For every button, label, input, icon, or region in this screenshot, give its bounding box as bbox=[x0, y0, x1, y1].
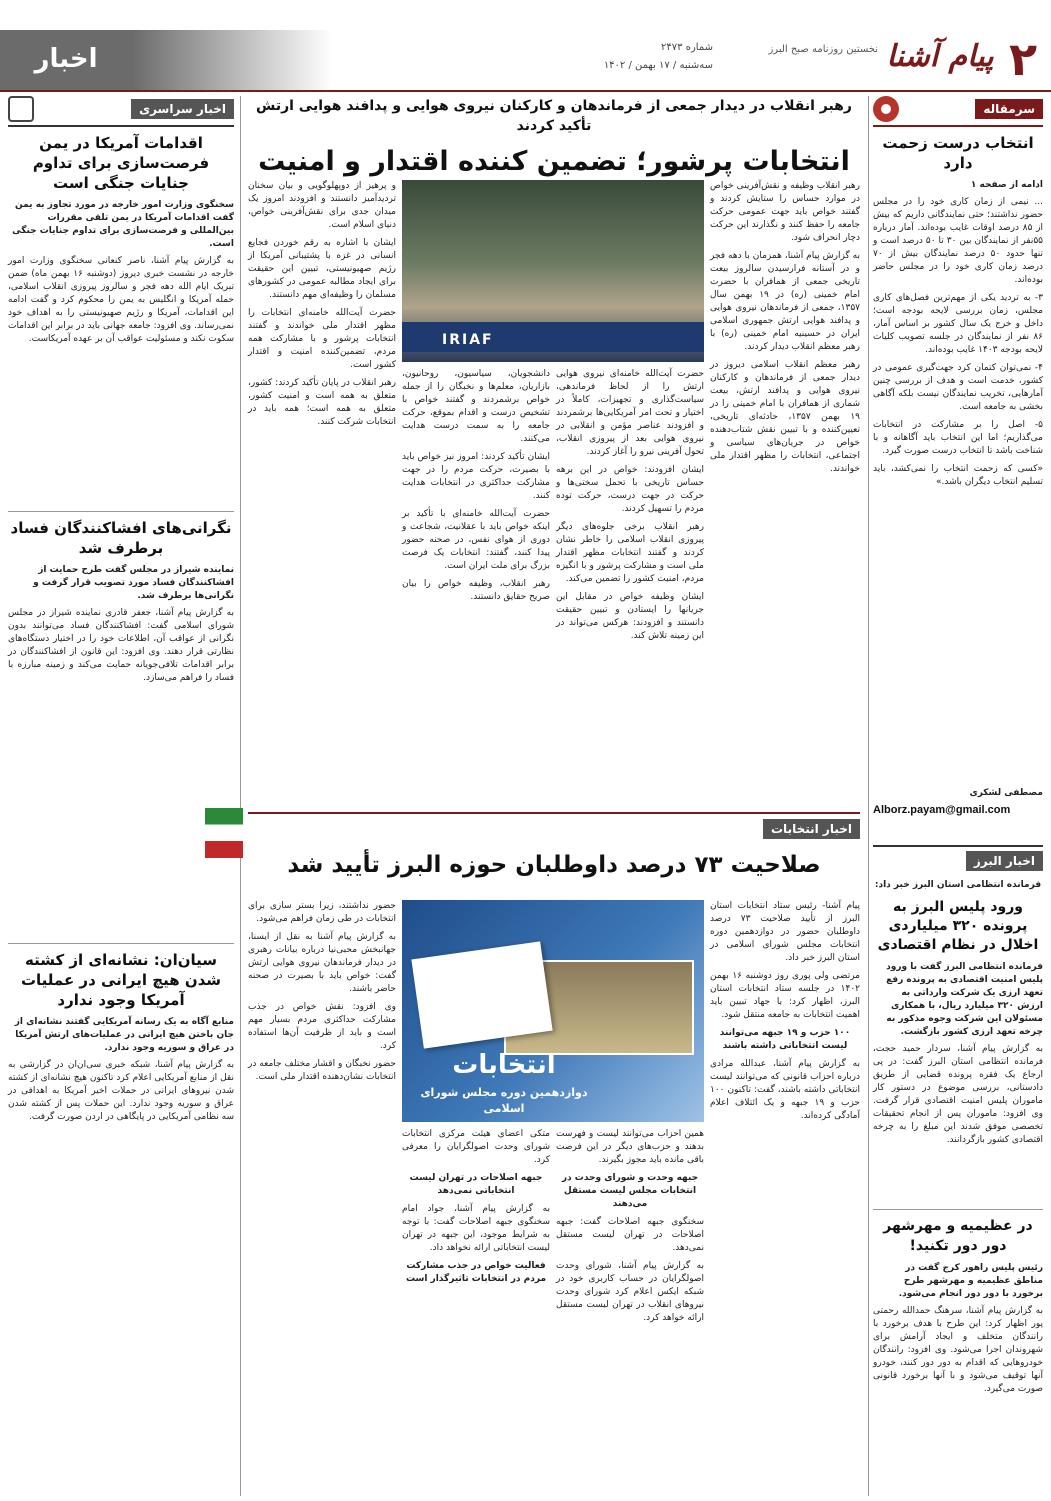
tagline: نخستین روزنامه صبح البرز bbox=[768, 44, 878, 55]
main-story-col-1 bbox=[710, 180, 860, 800]
page-number: ۲ bbox=[1008, 32, 1038, 86]
main-paragraph: رهبر انقلاب برخی جلوه‌های دیگر پیروزی انقلاب اسلامی را خاطر نشان کردند و گفتند انتخابات مظهر اقتدار ملی است و مشارکت پرشور و با انگیزه مردم، امنیت کشور را تضمین می‌کند. bbox=[556, 522, 704, 584]
main-paragraph: و پرهیز از دوپهلوگویی و بیان سخنان تردیدآمیز دانستند و افزودند امروز یک میدان جدی برای نقش‌آفرینی خواص، دنیای اسلام است. bbox=[248, 181, 396, 230]
main-paragraph: ایشان با اشاره به رقم خوردن فجایع انسانی در غزه با پشتیبانی آمریکا از رژیم صهیونیستی، تبیین این حقیقت برای ایجاد مطالبه عمومی در کشورهای مسلمان را وظیفه‌ای مهم دانستند. bbox=[248, 238, 396, 300]
editorial-column bbox=[873, 96, 1043, 816]
section-title: اخبار bbox=[0, 30, 132, 90]
ballot-box-image bbox=[411, 941, 552, 1048]
election-paragraph: متکی اعضای هیئت مرکزی انتخابات شورای وحدت اصولگرایان را معرفی کرد. bbox=[402, 1129, 550, 1165]
story-divider bbox=[8, 943, 234, 944]
election-paragraph: به گزارش پیام آشنا به نقل از ایسنا، جهانبخش محبی‌نیا درباره بیانات رهبری در دیدار فرماندهان نیروی هوایی ارتش گفت: خواص باید با بصیرت در صحنه حاضر باشند. bbox=[248, 932, 396, 994]
news-story-2-title: نگرانی‌های افشاکنندگان فساد برطرف شد bbox=[10, 519, 232, 557]
main-story-header bbox=[248, 96, 860, 176]
election-col-1 bbox=[710, 900, 860, 1490]
news-column bbox=[8, 96, 234, 1491]
election-paragraph: مرتضی ولی پوری روز دوشنبه ۱۶ بهمن ۱۴۰۲ در جلسه ستاد انتخابات استان البرز، اظهار کرد: با جهاد تبیین باید اهمیت انتخابات به جامعه منتقل شود. bbox=[710, 971, 860, 1020]
election-paragraph: به گزارش پیام آشنا، عبدالله مرادی درباره احزاب قانونی که می‌توانند لیست انتخاباتی داشته باشند، گفت: تاکنون ۱۰۰ حزب و ۱۹ جبهه و یک ائتلاف اعلام آمادگی کرده‌اند. bbox=[710, 1059, 861, 1121]
election-paragraph: پیام آشنا- رئیس ستاد انتخابات استان البرز از تأیید صلاحیت ۷۳ درصد داوطلبان حضور در دوازدهمین دوره انتخابات مجلس شورای اسلامی در استان البرز خبر داد. bbox=[710, 901, 860, 963]
main-paragraph: ایشان تأکید کردند: امروز نیز خواص باید با بصیرت، حرکت مردم را در جهت مشارکت حداکثری در انتخابات هدایت کنند. bbox=[402, 452, 550, 501]
main-paragraph: دانشجویان، سیاسیون، روحانیون، بازاریان، معلم‌ها و نخبگان را از جمله خواص برشمردند و گفتند خواص با تشخیص درست و اقدام بموقع، حرکت جامعه را به سمت درست هدایت می‌کنند. bbox=[402, 369, 550, 444]
news-story-2-lead: نماینده شیراز در مجلس گفت طرح حمایت از افشاکنندگان فساد مورد تصویب قرار گرفت و نگرانی‌ها برطرف شد. bbox=[33, 565, 234, 601]
editorial-label: سرمقاله bbox=[975, 99, 1043, 119]
editorial-title: انتخاب درست زحمت دارد bbox=[882, 134, 1034, 172]
main-paragraph: ایشان افزودند: خواص در این برهه حساس تاریخی با تحمل سختی‌ها و حرکت در جهت درست، حرکت توده مردم را تسهیل کردند. bbox=[556, 465, 704, 514]
eye-icon bbox=[873, 96, 899, 122]
column-divider bbox=[240, 96, 241, 1496]
main-story-col-2 bbox=[556, 368, 704, 800]
news-story-3-title: سیان‌ان: نشانه‌ای از کشته شدن هیچ ایرانی در عملیات آمریکا وجود ندارد bbox=[20, 951, 222, 1009]
editorial-paragraph: ۵- اصل را بر مشارکت در انتخابات می‌گذاریم؛ اما این انتخاب باید آگاهانه و با شناخت باشد تا انتخاب درست صورت گیرد. bbox=[873, 420, 1043, 456]
iran-flag-decoration bbox=[205, 808, 243, 858]
election-photo-subtitle: دوازدهمین دوره مجلس شورای اسلامی bbox=[420, 1086, 588, 1115]
news-story-2-body: به گزارش پیام آشنا، جعفر قادری نماینده شیراز در مجلس شورای اسلامی گفت: افشاکنندگان فساد می‌توانند بدون نگرانی از عواقب آن، اطلاعات خود را در اختیار دستگاه‌های نظارتی قرار دهند. وی افزود: این قانون از افشاکنندگان در برابر اقدامات تلافی‌جویانه حمایت می‌کند و زمینه مبارزه با فساد را فراهم می‌سازد. bbox=[8, 608, 234, 683]
alborz-story-2-title: در عظیمیه و مهرشهر دور دور تکنید! bbox=[883, 1218, 1033, 1254]
election-header bbox=[248, 818, 860, 898]
alborz-story-1-kicker: فرمانده انتظامی استان البرز خبر داد: bbox=[874, 880, 1042, 890]
election-paragraph: به گزارش پیام آشنا، شورای وحدت اصولگرایان در حساب کاربری خود در شبکه ایکس اعلام کرد شورای وحدت نیروهای انقلاب در تهران لیست مستقل ارائه خواهد کرد. bbox=[556, 1261, 704, 1323]
main-story-col-3 bbox=[402, 368, 550, 800]
alborz-story-2-body: به گزارش پیام آشنا، سرهنگ حمدالله رحمتی پور اظهار کرد: این طرح با هدف برخورد با رانندگان متخلف و ایجاد آرامش برای شهروندان اجرا می‌شود. وی افزود: رانندگان خودروهایی که اقدام به دور دور کنند، خودرو آنها توقیف می‌شود و با آنها برخورد قانونی صورت می‌گیرد. bbox=[873, 1306, 1043, 1394]
alborz-news-label: اخبار البرز bbox=[966, 851, 1043, 871]
election-label: اخبار انتخابات bbox=[763, 819, 860, 839]
alborz-news-column bbox=[873, 845, 1043, 1490]
notepad-icon bbox=[8, 96, 34, 122]
election-col-4 bbox=[248, 900, 396, 1490]
election-subhead: فعالیت خواص در جذب مشارکت مردم در انتخابات تاثیرگذار است bbox=[405, 1261, 547, 1284]
election-paragraph: حضور نخبگان و اقشار مختلف جامعه در انتخابات نشان‌دهنده اقتدار ملی است. bbox=[248, 1059, 396, 1082]
newspaper-logo: پیام آشنا bbox=[886, 39, 994, 74]
alborz-story-1-body: به گزارش پیام آشنا، سردار حمید حجت، فرمانده انتظامی استان البرز گفت: در پی ارجاع یک فقره پرونده قضایی از طریق دادستانی، بررسی موضوع در دستور کار ماموران پلیس امنیت اقتصادی قرار گرفت. وی افزود: ماموران پس از انجام تحقیقات تخصصی موفق شدند این مبلغ را به چرخه اقتصادی کشور بازگردانند. bbox=[873, 1044, 1043, 1145]
photo-caption: IRIAF bbox=[442, 332, 494, 348]
news-story-1-body: به گزارش پیام آشنا، ناصر کنعانی سخنگوی وزارت امور خارجه در نشست خبری دیروز (دوشنبه ۱۶ بهمن ماه) ضمن تبریک ایام الله دهه فجر و سالروز پیروزی انقلاب اسلامی، حمله آمریکا و انگلیس به یمن را محکوم کرد و گفت ادامه این اقدامات، آمریکا و رژیم صهیونیستی را به اهداف خود نمی‌رساند. وی افزود: جامعه جهانی باید در برابر این اقدامات سکوت نکند و مسئولیت عواقب آن بر عهده آمریکاست. bbox=[8, 256, 234, 344]
main-paragraph: رهبر انقلاب در پایان تأکید کردند: کشور، متعلق به همه است و امنیت کشور، متعلق به همه است؛ همه باید در انتخابات شرکت کنند. bbox=[248, 378, 396, 427]
issue-number: شماره ۲۴۷۳ bbox=[661, 42, 713, 53]
masthead-brand bbox=[503, 30, 1043, 88]
section-rule bbox=[248, 812, 860, 814]
alborz-story-1-lead: فرمانده انتظامی البرز گفت با ورود پلیس امنیت اقتصادی به پرونده رفع تعهد ارزی یک شرکت وارداتی به ارزش ۳۲۰ میلیارد ریال، با همکاری مسئولان این شرکت وجوه مذکور به چرخه تعهد ارزی کشور بازگشت. bbox=[886, 962, 1043, 1037]
election-paragraph: همین احزاب می‌توانند لیست و فهرست بدهند و حزب‌های دیگر در این فرصت باقی مانده باید مجوز بگیرند. bbox=[556, 1129, 704, 1165]
editorial-closing: «کسی که زحمت انتخاب را نمی‌کشد، باید تسلیم انتخاب دیگران باشد.» bbox=[873, 464, 1043, 487]
election-photo bbox=[402, 900, 704, 1122]
election-photo-title: انتخابات bbox=[452, 1050, 556, 1080]
masthead bbox=[0, 0, 1051, 90]
editorial-paragraph: ۴- نمی‌توان کتمان کرد جهت‌گیری عمومی در کشور، خدمت است و هدف از بررسی چنین آمارهایی، تخریب نمایندگان نیست بلکه آگاهی بخشی به جامعه است. bbox=[873, 363, 1043, 412]
election-subhead: جبهه اصلاحات در تهران لیست انتخاباتی نمی‌دهد bbox=[409, 1173, 543, 1196]
section-bar-gradient bbox=[132, 30, 332, 90]
news-story-1-title: اقدامات آمریکا در یمن فرصت‌سازی برای تداوم جنایات جنگی است bbox=[32, 134, 210, 192]
main-paragraph: رهبر معظم انقلاب اسلامی دیروز در دیدار جمعی از فرماندهان و کارکنان نیروی هوایی و پدافند ارتش، بیعت شماری از همافران با امام خمینی را در ۱۹ بهمن ۱۳۵۷، حادثه‌ای تاریخی، تعیین‌کننده و با تبیین نقش شتاب‌دهنده خواص در جریان‌های سیاسی و اجتماعی، انتخابات را مظهر اقتدار ملی خواندند. bbox=[710, 360, 860, 474]
election-paragraph: به گزارش پیام آشنا، جواد امام سخنگوی جبهه اصلاحات گفت: با توجه به شرایط موجود، این جبهه در تهران لیست انتخاباتی ارائه نخواهد داد. bbox=[402, 1204, 550, 1253]
election-col-3 bbox=[402, 1128, 550, 1490]
editorial-email[interactable]: Alborz.payam@gmail.com bbox=[873, 804, 1011, 816]
main-story-headline: انتخابات پرشور؛ تضمین کننده اقتدار و امنیت bbox=[258, 146, 850, 177]
election-paragraph: سخنگوی جبهه اصلاحات گفت: جبهه اصلاحات در تهران لیست مستقل نمی‌دهد. bbox=[556, 1217, 704, 1253]
editorial-body bbox=[873, 196, 1043, 489]
news-story-3-body: به گزارش پیام آشنا، شبکه خبری سی‌ان‌ان در گزارشی به نقل از منابع آمریکایی اعلام کرد تاکنون هیچ نشانه‌ای از کشته شدن نیروهای ایرانی در حملات اخیر آمریکا به اهدافی در عراق و سوریه وجود ندارد. این حملات پس از کشته شدن سه نظامی آمریکایی در پایگاهی در اردن صورت گرفت. bbox=[8, 1060, 234, 1122]
column-divider bbox=[868, 96, 869, 1496]
editorial-author: مصطفی لشکری bbox=[969, 788, 1043, 798]
story-divider bbox=[873, 1209, 1043, 1210]
main-paragraph: حضرت آیت‌الله خامنه‌ای با تأکید بر اینکه خواص باید با عقلانیت، شجاعت و دوری از هوای نفس، در صحنه حضور پیدا کنند، گفتند: انتخابات یک فرصت بزرگ برای ملت ایران است. bbox=[402, 509, 550, 571]
main-paragraph: ایشان وظیفه خواص در مقابل این جریانها را ایستادن و تبیین حقیقت دانستند و افزودند: هرکس می‌تواند در این زمینه تلاش کند. bbox=[556, 592, 704, 641]
alborz-story-2-lead: رئیس پلیس راهور کرج گفت در مناطق عظیمیه و مهرشهر طرح برخورد با دور دور انجام می‌شود. bbox=[898, 1263, 1043, 1299]
main-paragraph: حضرت آیت‌الله خامنه‌ای نیروی هوایی ارتش را از لحاظ فرماندهی، سیاست‌گذاری و تجهیزات، کاملاً در اختیار و تحت امر آمریکایی‌ها برشمردند و افزودند عناصر مؤمن و انقلابی در نیروی هوایی بعد از پیروزی انقلاب، تحول آفرینی نیرو را آغاز کردند. bbox=[556, 369, 704, 457]
election-headline: صلاحیت ۷۳ درصد داوطلبان حوزه البرز تأیید شد bbox=[287, 852, 821, 878]
election-paragraph: حضور نداشتند، زیرا بستر سازی برای انتخابات در طی زمان فراهم می‌شود. bbox=[248, 901, 396, 924]
masthead-rule bbox=[0, 90, 1051, 92]
election-subhead: جبهه وحدت و شورای وحدت در انتخابات مجلس لیست مستقل می‌دهند bbox=[561, 1173, 699, 1209]
election-paragraph: وی افزود: نقش خواص در جذب مشارکت حداکثری مردم بسیار مهم است و باید از ظرفیت آن‌ها استفاده کرد. bbox=[248, 1002, 396, 1051]
alborz-story-1-title: ورود پلیس البرز به پرونده ۳۲۰ میلیاردی اخلال در نظام اقتصادی bbox=[877, 899, 1039, 953]
main-story-kicker: رهبر انقلاب در دیدار جمعی از فرماندهان و کارکنان نیروی هوایی و پدافند هوایی ارتش تأکید کردند bbox=[256, 98, 852, 134]
main-paragraph: حضرت آیت‌الله خامنه‌ای انتخابات را مظهر اقتدار ملی خواندند و گفتند انتخابات پرشور و با مشارکت همه مردم، تضمین‌کننده امنیت و اقتدار کشور است. bbox=[248, 308, 396, 370]
news-column-label: اخبار سراسری bbox=[131, 99, 234, 119]
editorial-continued: ادامه از صفحه ۱ bbox=[970, 180, 1043, 190]
news-story-3-lead: منابع آگاه به یک رسانه آمریکایی گفتند نشانه‌ای از جان باختن هیچ ایرانی در عملیات‌های ارتش آمریکا در عراق و سوریه وجود ندارد. bbox=[14, 1017, 234, 1053]
main-paragraph: رهبر انقلاب، وظیفه خواص را بیان صریح حقایق دانستند. bbox=[402, 579, 550, 602]
main-paragraph: به گزارش پیام آشنا، همزمان با دهه فجر و در آستانه فرارسیدن سالروز بیعت تاریخی جمعی از همافران با حضرت امام خمینی (ره) در ۱۹ بهمن سال ۱۳۵۷، جمعی از فرماندهان نیروی هوایی و پدافند هوایی ارتش جمهوری اسلامی ایران در حسینیه امام خمینی (ره) با رهبر معظم انقلاب دیدار کردند. bbox=[710, 251, 860, 352]
election-col-2 bbox=[556, 1128, 704, 1490]
editorial-paragraph: ... نیمی از زمان کاری خود را در مجلس حضور نداشتند؛ حتی نمایندگانی داریم که بیش از ۸۵ درصد اوقات غایب بوده‌اند. آمار درباره ۵۵نفر از نمایندگان بین ۳۰ تا ۵۰ درصد است و تنها حدود ۵۰ درصد نمایندگان بیش از ۷۰ درصد زمان کاری خود را در مجلس حاضر بوده‌اند. bbox=[873, 197, 1044, 285]
editorial-paragraph: ۳- به تردید یکی از مهم‌ترین فصل‌های کاری مجلس، زمان بررسی لایحه بودجه است؛ داخل و خرج یک سال کشور بر اساس آمار، ۸۶ نفر از نمایندگان در جلسه تصویب کلیات لایحه بودجه ۱۴۰۳ غایب بوده‌اند. bbox=[873, 293, 1043, 355]
main-story-col-4 bbox=[248, 180, 396, 800]
news-story-1-lead: سخنگوی وزارت امور خارجه در مورد تجاوز به یمن گفت اقدامات آمریکا در یمن تلقی مقررات بین‌المللی و فرصت‌سازی برای تداوم جنایات جنگی است. bbox=[12, 200, 234, 249]
main-story-photo bbox=[402, 180, 704, 362]
story-divider bbox=[8, 511, 234, 512]
main-paragraph: رهبر انقلاب وظیفه و نقش‌آفرینی خواص در موارد حساس را ستایش کردند و گفتند خواص باید جهت عمومی حرکت جامعه را حفظ کنند و نگذارند این حرکت دچار انحراف شود. bbox=[710, 181, 860, 243]
issue-date: سه‌شنبه / ۱۷ بهمن / ۱۴۰۲ bbox=[603, 60, 713, 71]
election-subhead: ۱۰۰ حزب و ۱۹ جبهه می‌توانند لیست انتخاباتی داشته باشند bbox=[719, 1028, 851, 1051]
